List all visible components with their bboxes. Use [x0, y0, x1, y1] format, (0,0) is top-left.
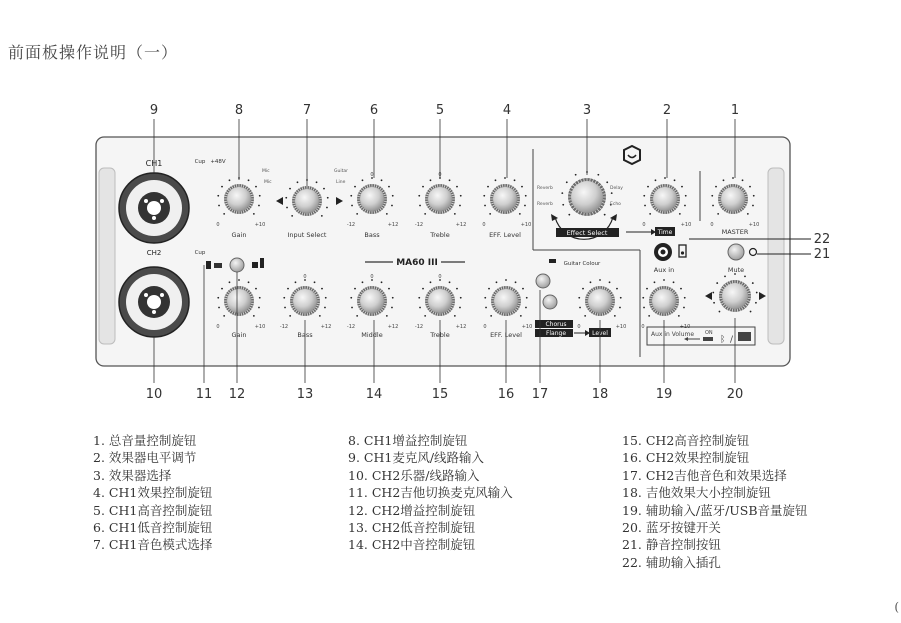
legend-item: 21. 静音控制按钮 [622, 537, 721, 553]
on-label: ON [705, 330, 713, 336]
legend-item: 12. CH2增益控制旋钮 [348, 502, 476, 518]
scale-label: 0 [216, 222, 220, 228]
legend-item: 18. 吉他效果大小控制旋钮 [622, 485, 771, 501]
legend-column-3 [622, 432, 808, 571]
callout-number: 6 [369, 103, 379, 118]
legend-item: 4. CH1效果控制旋钮 [93, 485, 213, 501]
callout-number: 8 [234, 103, 244, 118]
legend-item: 7. CH1音色模式选择 [93, 537, 213, 553]
scale-label: +10 [680, 222, 692, 228]
plus48v-label: +48V [210, 159, 226, 165]
effect-select-label: Effect Select [566, 229, 608, 237]
usb-icon [738, 332, 751, 341]
cup-bottom-label: Cup [194, 250, 206, 256]
right-side-grille [768, 168, 784, 344]
scale-label: +12 [455, 222, 467, 228]
scale-center-label: 0 [370, 172, 374, 178]
scale-label: 0 [577, 324, 581, 330]
scale-center-label: 0 [438, 172, 442, 178]
callout-number: 15 [431, 387, 449, 402]
scale-label: +10 [521, 324, 533, 330]
legend-item: 22. 辅助输入插孔 [622, 554, 721, 570]
callout-number: 19 [655, 387, 673, 402]
mic2-label: Mic [264, 180, 272, 185]
scale-label: 0 [216, 324, 220, 330]
scale-label: -12 [414, 324, 424, 330]
treble-bottom-label: Treble [430, 331, 450, 339]
scale-label: +10 [679, 324, 691, 330]
guitar-label: Guitar [334, 169, 348, 174]
bluetooth-icon: ᛒ [720, 335, 726, 345]
delay-label: Delay [610, 186, 623, 191]
scale-label: +12 [387, 222, 399, 228]
legend-column-2 [348, 432, 513, 554]
gain-bottom-label: Gain [231, 331, 247, 339]
callout-number: 1 [730, 103, 740, 118]
middle-label: Middle [361, 331, 383, 339]
scale-label: +12 [320, 324, 332, 330]
scale-label: -12 [346, 222, 356, 228]
flange-label: Flange [545, 330, 567, 337]
scale-label: 0 [642, 222, 646, 228]
ch1-label: CH1 [145, 159, 163, 168]
svg-text:/: / [730, 335, 734, 345]
treble-top-label: Treble [430, 231, 450, 239]
scale-label: +10 [254, 222, 266, 228]
legend-item: 17. CH2吉他音色和效果选择 [622, 467, 787, 483]
echo-label: Echo [610, 202, 621, 207]
legend-item: 2. 效果器电平调节 [93, 450, 197, 466]
callout-number: 17 [531, 387, 549, 402]
scale-label: -12 [279, 324, 289, 330]
scale-label: 0 [482, 222, 486, 228]
legend-item: 15. CH2高音控制旋钮 [622, 433, 750, 448]
scale-label: +10 [520, 222, 532, 228]
callout-number: 12 [228, 387, 246, 402]
scale-label: 0 [641, 324, 645, 330]
mic-label: Mic [262, 169, 270, 174]
level-label: Level [592, 330, 608, 337]
legend-item: 14. CH2中音控制旋钮 [348, 537, 476, 553]
callout-number: 16 [497, 387, 515, 402]
scale-label: 0 [710, 222, 714, 228]
callout-number: 18 [591, 387, 609, 402]
callout-number: 10 [145, 387, 163, 402]
eff-level-bottom-label: EFF. Level [490, 331, 522, 339]
legend-column-1 [93, 432, 212, 554]
model-label: MA60 III [396, 258, 438, 268]
callout-number: 3 [582, 103, 592, 118]
callout-number: 7 [302, 103, 312, 118]
corner-mark: ( [894, 600, 899, 614]
ch2-combo-jack[interactable] [119, 267, 189, 337]
guitar-colour-label: Guitar Colour [563, 261, 601, 267]
ch2-label: CH2 [146, 249, 162, 257]
bass-bottom-label: Bass [297, 331, 313, 339]
scale-label: +12 [387, 324, 399, 330]
legend-item: 13. CH2低音控制旋钮 [348, 520, 476, 536]
page-title: 前面板操作说明（一） [8, 43, 179, 62]
gain-top-label: Gain [231, 231, 247, 239]
legend-item: 3. 效果器选择 [93, 467, 172, 483]
callout-number: 13 [296, 387, 314, 402]
callout-number: 2 [662, 103, 672, 118]
scale-label: -12 [414, 222, 424, 228]
reverb1-label: Reverb [537, 186, 553, 191]
ch1-combo-jack[interactable] [119, 173, 189, 243]
line-label: Line [336, 180, 346, 185]
mute-label: Mute [727, 266, 745, 274]
callout-number: 14 [365, 387, 383, 402]
callout-number: 21 [813, 247, 831, 262]
scale-center-label: 0 [438, 274, 442, 280]
reverb2-label: Reverb [537, 202, 553, 207]
scale-label: +10 [748, 222, 760, 228]
chorus-label: Chorus [545, 321, 567, 328]
legend-item: 16. CH2效果控制旋钮 [622, 450, 750, 466]
scale-center-label: 0 [303, 274, 307, 280]
aux-in-label: Aux in [653, 266, 675, 274]
legend-item: 19. 辅助输入/蓝牙/USB音量旋钮 [622, 502, 808, 518]
left-side-grille [99, 168, 115, 344]
bass-top-label: Bass [364, 231, 380, 239]
callout-number: 4 [502, 103, 512, 118]
scale-label: +10 [254, 324, 266, 330]
aux-in-volume-label: Aux in Volume [651, 331, 695, 338]
scale-center-label: 0 [370, 274, 374, 280]
callout-number: 9 [149, 103, 159, 118]
master-label: MASTER [721, 228, 749, 236]
scale-label: +10 [615, 324, 627, 330]
time-label: Time [657, 229, 673, 236]
legend-item: 11. CH2吉他切换麦克风输入 [348, 485, 513, 501]
scale-label: 0 [483, 324, 487, 330]
callout-number: 11 [195, 387, 213, 402]
callout-number: 20 [726, 387, 744, 402]
callout-number: 22 [813, 232, 831, 247]
scale-label: +12 [455, 324, 467, 330]
input-select-label: Input Select [287, 231, 327, 239]
legend-item: 10. CH2乐器/线路输入 [348, 467, 480, 483]
legend-item: 5. CH1高音控制旋钮 [93, 502, 213, 518]
eff-level-top-label: EFF. Level [489, 231, 521, 239]
legend-item: 1. 总音量控制旋钮 [93, 433, 197, 448]
legend-item: 6. CH1低音控制旋钮 [93, 520, 213, 536]
callout-number: 5 [435, 103, 445, 118]
legend-item: 9. CH1麦克风/线路输入 [348, 450, 485, 466]
legend-item: 20. 蓝牙按键开关 [622, 520, 721, 536]
scale-label: -12 [346, 324, 356, 330]
legend-item: 8. CH1增益控制旋钮 [348, 433, 468, 448]
cup-top-label: Cup [194, 159, 206, 165]
